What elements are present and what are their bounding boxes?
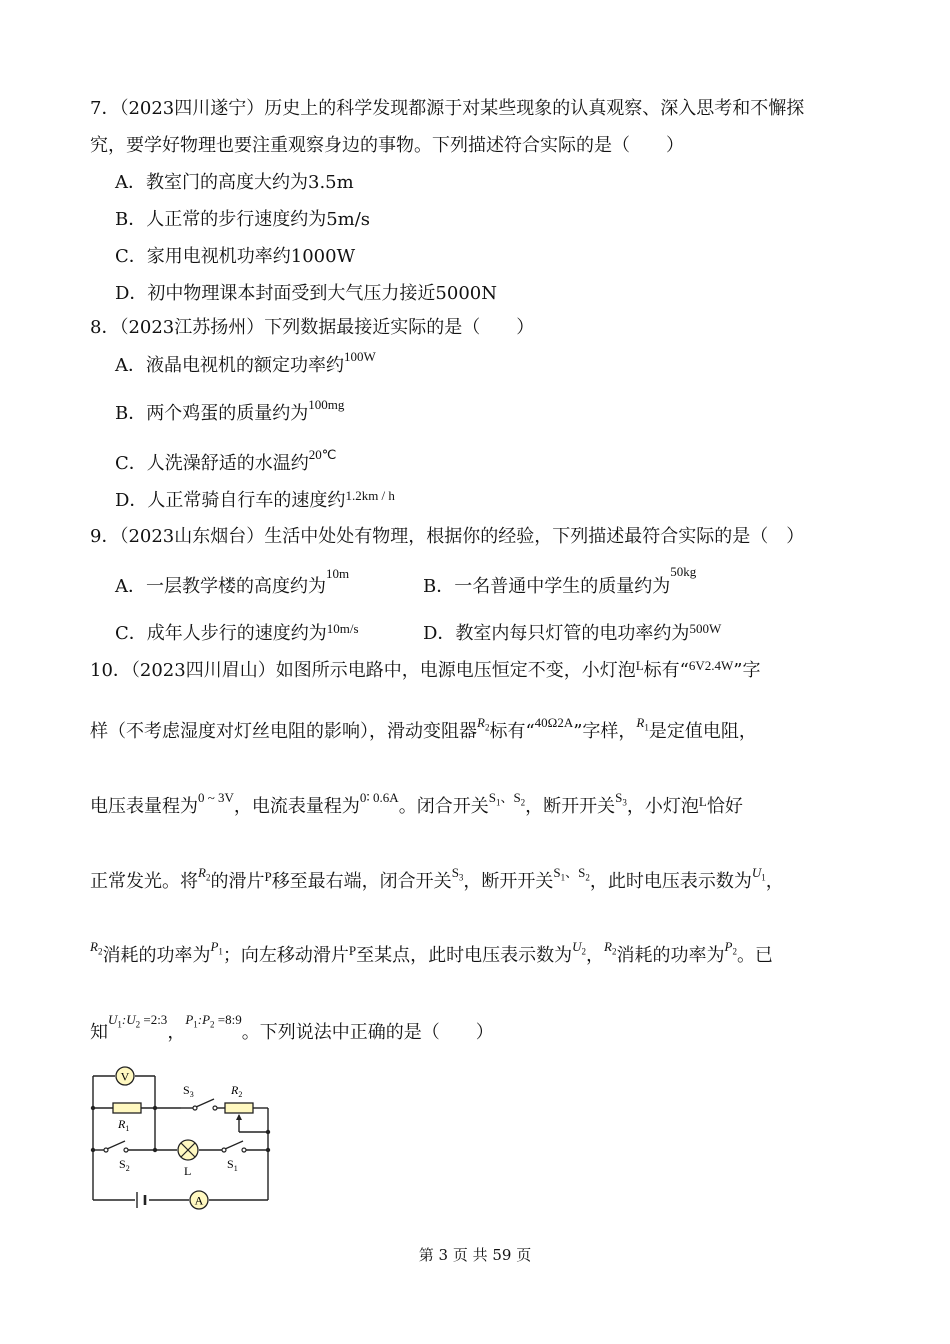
battery-icon	[137, 1192, 145, 1208]
page-footer: 第 3 页 共 59 页	[418, 1246, 532, 1264]
q10-symbol-r2: R2	[604, 939, 617, 957]
lamp-icon	[178, 1140, 198, 1160]
q10-text: 是定值电阻，	[648, 721, 757, 742]
q8-option-c-value: 20℃	[308, 447, 337, 462]
q10-text: 电压表量程为	[90, 796, 198, 817]
q10-line2	[90, 715, 757, 750]
q10-line3	[90, 790, 743, 825]
q8-option-a	[115, 349, 376, 379]
q10-rheostat-rating: 40Ω2A	[534, 715, 574, 730]
q9-option-c-text: C．成年人步行的速度约为	[115, 623, 327, 644]
q10-text: 样（不考虑湿度对灯丝电阻的影响），滑动变阻器	[90, 721, 477, 742]
q9-option-d	[423, 622, 721, 647]
q10-text: 消耗的功率为	[102, 945, 211, 966]
q9-option-a	[115, 566, 350, 600]
q9-option-b-text: B．一名普通中学生的质量约为	[423, 576, 671, 597]
q10-line1	[90, 659, 761, 684]
q9-option-d-value: 500W	[689, 621, 722, 636]
q10-text: ，	[586, 945, 605, 966]
q7-line1: 7．（2023四川遂宁）历史上的科学发现都源于对某些现象的认真观察、深入思考和不懈探	[90, 98, 805, 119]
q10-ratio-p: P1:P2 =8:9	[185, 1012, 242, 1030]
q10-text: 消耗的功率为	[616, 945, 725, 966]
q10-symbol-r2: R2	[477, 715, 490, 733]
q10-symbol-s1: S1	[553, 865, 566, 883]
q10-text: 。下列说法中正确的是（ ）	[241, 1022, 494, 1043]
q8-option-b-text: B．两个鸡蛋的质量约为	[115, 403, 309, 424]
q10-text: 。已	[736, 945, 773, 966]
q10-text: 标有“	[489, 721, 535, 742]
q10-text: ，小灯泡	[626, 796, 699, 817]
q10-symbol-l: L	[635, 658, 644, 673]
q9-option-c	[115, 622, 359, 647]
q10-symbol-p1: P1	[210, 939, 223, 957]
rheostat-r2-icon	[225, 1103, 253, 1113]
r2-label: $R_2$	[231, 1083, 243, 1099]
q10-symbol-p: P	[264, 869, 272, 884]
q10-text: ”字样，	[573, 721, 637, 742]
q10-voltmeter-range: 0 ~ 3V	[198, 790, 234, 805]
switch-s3-icon	[193, 1099, 217, 1110]
q9-option-b	[423, 564, 697, 600]
q9-option-a-text: A．一层教学楼的高度约为	[115, 576, 326, 597]
q9-option-d-text: D．教室内每只灯管的电功率约为	[423, 623, 690, 644]
q10-symbol-s3: S3	[615, 790, 627, 808]
q10-symbol-r2: R2	[90, 939, 103, 957]
q10-symbol-s1: S1	[488, 790, 501, 808]
q10-text: ，此时电压表示数为	[589, 871, 752, 892]
q10-symbol-u1: U1	[751, 865, 766, 883]
q7-option-d: D．初中物理课本封面受到大气压力接近5000N	[115, 283, 497, 304]
q10-ammeter-range: 0∶ 0.6A	[359, 790, 399, 805]
q8-option-d-value: 1.2km / h	[345, 488, 395, 503]
q8-option-a-value: 100W	[344, 349, 376, 364]
q10-symbol-s2: 、S2	[565, 865, 590, 883]
q10-text: ，断开开关	[525, 796, 616, 817]
q10-line4	[90, 865, 784, 900]
q10-text: 10．（2023四川眉山）如图所示电路中，电源电压恒定不变，小灯泡	[90, 660, 636, 681]
svg-text:A: A	[194, 1193, 204, 1208]
q9-option-a-value: 10m	[326, 566, 350, 581]
q10-text: ，	[765, 871, 784, 892]
q9-stem: 9．（2023山东烟台）生活中处处有物理，根据你的经验，下列描述最符合实际的是（ ）	[90, 526, 805, 547]
q10-lamp-rating: 6V2.4W	[688, 658, 734, 673]
q10-text: 的滑片	[210, 871, 265, 892]
q8-option-c-text: C．人洗澡舒适的水温约	[115, 453, 309, 474]
q8-option-c	[115, 447, 337, 477]
lamp-label: L	[184, 1164, 192, 1178]
q10-text: 至某点，此时电压表示数为	[356, 945, 573, 966]
q10-text: 标有“	[643, 660, 689, 681]
q7-option-c: C．家用电视机功率约1000W	[115, 246, 356, 267]
q10-ratio-u: U1:U2 =2:3	[108, 1012, 168, 1030]
q7-option-b: B．人正常的步行速度约为5m/s	[115, 209, 371, 230]
q10-symbol-s2: 、S2	[500, 790, 526, 808]
q10-text: 。闭合开关	[398, 796, 489, 817]
q8-option-d	[115, 489, 395, 514]
circuit-diagram	[85, 1060, 285, 1210]
q10-symbol-u2: U2	[572, 939, 587, 957]
q10-text: ，	[167, 1022, 186, 1043]
q8-option-a-text: A．液晶电视机的额定功率约	[115, 355, 344, 376]
r1-label: $R_1$	[118, 1117, 130, 1133]
q7-line2: 究，要学好物理也要注重观察身边的事物。下列描述符合实际的是（ ）	[90, 135, 684, 156]
q10-symbol-l: L	[698, 794, 707, 809]
q8-option-b	[115, 397, 345, 427]
q10-symbol-p: P	[348, 943, 357, 958]
q10-symbol-r2: R2	[198, 865, 211, 883]
q7-option-a: A．教室门的高度大约为3.5m	[115, 172, 354, 193]
q8-option-b-value: 100mg	[308, 397, 345, 412]
q10-text: ，断开开关	[463, 871, 554, 892]
svg-text:V: V	[120, 1069, 130, 1084]
voltmeter-icon	[116, 1067, 134, 1085]
q9-option-b-value: 50kg	[670, 564, 697, 579]
s2-label: $S_2$	[119, 1157, 130, 1173]
q10-text: ”字	[733, 660, 761, 681]
q10-symbol-r1: R1	[636, 715, 649, 733]
q10-text: 恰好	[706, 796, 743, 817]
q8-option-d-text: D．人正常骑自行车的速度约	[115, 490, 346, 511]
q10-symbol-s3: S3	[451, 865, 464, 883]
q10-line6	[90, 1012, 494, 1051]
q9-option-c-value: 10m/s	[326, 621, 359, 636]
q10-text: 移至最右端，闭合开关	[271, 871, 452, 892]
q10-text: 正常发光。将	[90, 871, 198, 892]
s1-label: $S_1$	[227, 1157, 238, 1173]
q10-text: ，电流表量程为	[233, 796, 360, 817]
q10-text: ；向左移动滑片	[222, 945, 349, 966]
q8-stem: 8．（2023江苏扬州）下列数据最接近实际的是（ ）	[90, 317, 535, 338]
q10-line5	[90, 939, 773, 974]
q10-text: 知	[90, 1022, 108, 1043]
ammeter-icon	[190, 1191, 208, 1209]
resistor-r1-icon	[113, 1103, 141, 1113]
switch-s2-icon	[104, 1141, 128, 1152]
switch-s1-icon	[222, 1141, 246, 1152]
q10-symbol-p2: P2	[724, 939, 737, 957]
s3-label: $S_3$	[183, 1083, 194, 1099]
